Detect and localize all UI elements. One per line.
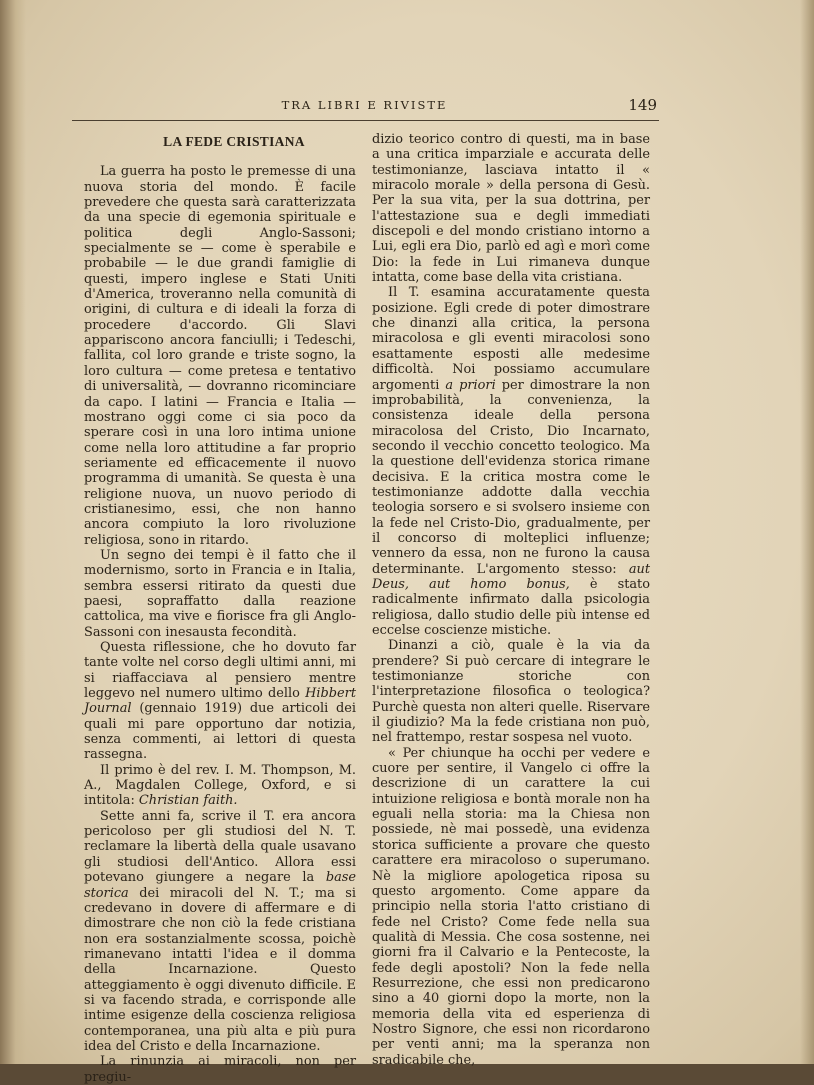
text-run: La rinunzia ai miracoli, non per pregiu- [84, 1054, 356, 1085]
text-run: Il primo è del rev. I. M. Thompson, M. A., Magdalen College, Oxford, e si intitola: [84, 762, 356, 809]
italic-text: Christian faith. [138, 793, 238, 809]
italic-text: Hibbert Journal [84, 686, 356, 717]
text-run: dizio teorico contro di questi, ma in base a una critica imparziale e accurata delle testimonianze, lasciava intatto il « miracolo morale » della persona di Gesù. Per la sua vita, per la sua dottrina, per l'attestazione sua e degli immediati discepoli e del mondo cristiano intorno a Lui, egli era Dio, parlò ed agì e morì come Dio: la fede in Lui rimaneva dunque intatta, come base della vita cristiana. [372, 132, 650, 286]
running-title: TRA LIBRI E RIVISTE [281, 98, 448, 112]
paragraph [84, 164, 356, 548]
italic-text: aut Deus, aut homo bonus, [372, 561, 650, 592]
paragraph [84, 548, 356, 640]
paragraph [84, 809, 356, 1055]
text-run: Sette anni fa, scrive il T. era ancora pericoloso per gli studiosi del N. T. reclamare la libertà della quale usavano gli studiosi dell'Antico. Allora essi potevano giungere a negare la [84, 808, 356, 886]
text-run: dei miracoli del N. T.; ma si credevano in dovere di affermare e di dimostrare che non ciò la fede cristiana non era sostanzialmente scossa, poichè rimanevano intatti l'idea e il domma della Incarnazione. Questo atteggiamento è oggi divenuto difficile. E si va facendo strada, e corrisponde alle intime esigenze della coscienza religiosa contemporanea, una più alta e più pura idea del Cristo e della Incarnazione. [84, 885, 356, 1054]
paragraph [372, 132, 650, 285]
italic-text: base storica [84, 870, 356, 901]
paragraph [84, 640, 356, 763]
text-run: « Per chiunque ha occhi per vedere e cuore per sentire, il Vangelo ci offre la descrizione di un carattere la cui intuizione religiosa e bontà morale non ha eguali nella storia: ma la Chiesa non possiede, nè mai possedè, una evidenza storica sufficiente a provare che questo carattere era miracoloso o superumano. Nè la migliore apologetica riposa su questo argomento. Come appare da principio nella storia l'atto cristiano di fede nel Cristo? Come fede nella sua qualità di Messia. Che cosa sostenne, nei giorni fra il Calvario e la Pentecoste, la fede degli apostoli? Non la fede nella Resurrezione, che essi non predicarono sino a 40 giorni dopo la morte, non la memoria della vita ed esperienza di Nostro Signore, che essi non ricordarono per venti anni; ma la speranza non sradicabile che, [372, 745, 650, 1068]
paragraph [84, 1054, 356, 1085]
right-column [372, 132, 650, 1068]
italic-text: a priori [445, 377, 496, 393]
text-run: Il T. esamina accuratamente questa posizione. Egli crede di poter dimostrare che dinanzi alla critica, la persona miracolosa e gli eventi miracolosi sono esattamente esposti alle medesime difficoltà. Noi possiamo accumulare argomenti [372, 285, 650, 393]
text-run: La guerra ha posto le premesse di una nuova storia del mondo. È facile prevedere che questa sarà caratterizzata da una specie di egemonia spirituale e politica degli Anglo-Sassoni; specialmente se — come è sperabile e probabile — le due grandi famiglie di questi, impero inglese e Stati Uniti d'America, troveranno nella comunità di origini, di cultura e di ideali la forza di procedere d'accordo. Gli Slavi appariscono ancora fanciulli; i Tedeschi, fallita, col loro grande e triste sogno, la loro cultura — come pretesa e tentativo di universalità, — dovranno ricominciare da capo. I latini — Francia e Italia — mostrano oggi come ci sia poco da sperare così in una loro intima unione come nella loro attitudine a far proprio seriamente ed efficacemente il nuovo programma di umanità. Se questa è una religione nuova, un nuovo periodo di cristianesimo, essi, che non hanno ancora compiuto la loro rivoluzione religiosa, sono in ritardo. [84, 164, 356, 548]
text-run: (gennaio 1919) due articoli dei quali mi pare opportuno dar notizia, senza commenti, ai lettori di questa rassegna. [84, 701, 356, 763]
left-column [84, 132, 356, 1085]
text-run: è stato radicalmente infirmato dalla psicologia religiosa, dallo studio delle più intense ed eccelse coscienze mistiche. [372, 576, 650, 638]
paragraph [372, 746, 650, 1068]
paragraph [84, 763, 356, 809]
text-run: Questa riflessione, che ho dovuto far tante volte nel corso degli ultimi anni, mi si riaffacciava al pensiero mentre leggevo nel numero ultimo dello [84, 640, 356, 702]
header-rule [72, 120, 659, 121]
text-run: Un segno dei tempi è il fatto che il modernismo, sorto in Francia e in Italia, sembra essersi ritirato da questi due paesi, sopraffatto dalla reazione cattolica, ma vive e fiorisce fra gli Anglo-Sassoni con inesausta fecondità. [84, 547, 356, 640]
paragraph [372, 638, 650, 745]
running-header [72, 98, 657, 118]
page-number: 149 [628, 96, 657, 114]
text-run: per dimostrare la non improbabilità, la convenienza, la consistenza ideale della persona miracolosa del Cristo, Dio Incarnato, secondo il vecchio concetto teologico. Ma la questione dell'evidenza storica rimane decisiva. E la critica mostra come le testimonianze addotte dalla vecchia teologia sorsero e si svolsero insieme con la fede nel Cristo-Dio, gradualmente, per il concorso di molteplici influenze; vennero da essa, non ne furono la causa determinante. L'argomento stesso: [372, 377, 650, 577]
article-title: LA FEDE CRISTIANA [163, 134, 305, 149]
paragraph [372, 285, 650, 638]
text-run: Dinanzi a ciò, quale è la via da prendere? Si può cercare di integrare le testimonianze storiche con l'interpretazione filosofica o teologica? Purchè questa non alteri quelle. Riservare il giudizio? Ma la fede cristiana non può, nel frattempo, restar sospesa nel vuoto. [372, 638, 650, 746]
